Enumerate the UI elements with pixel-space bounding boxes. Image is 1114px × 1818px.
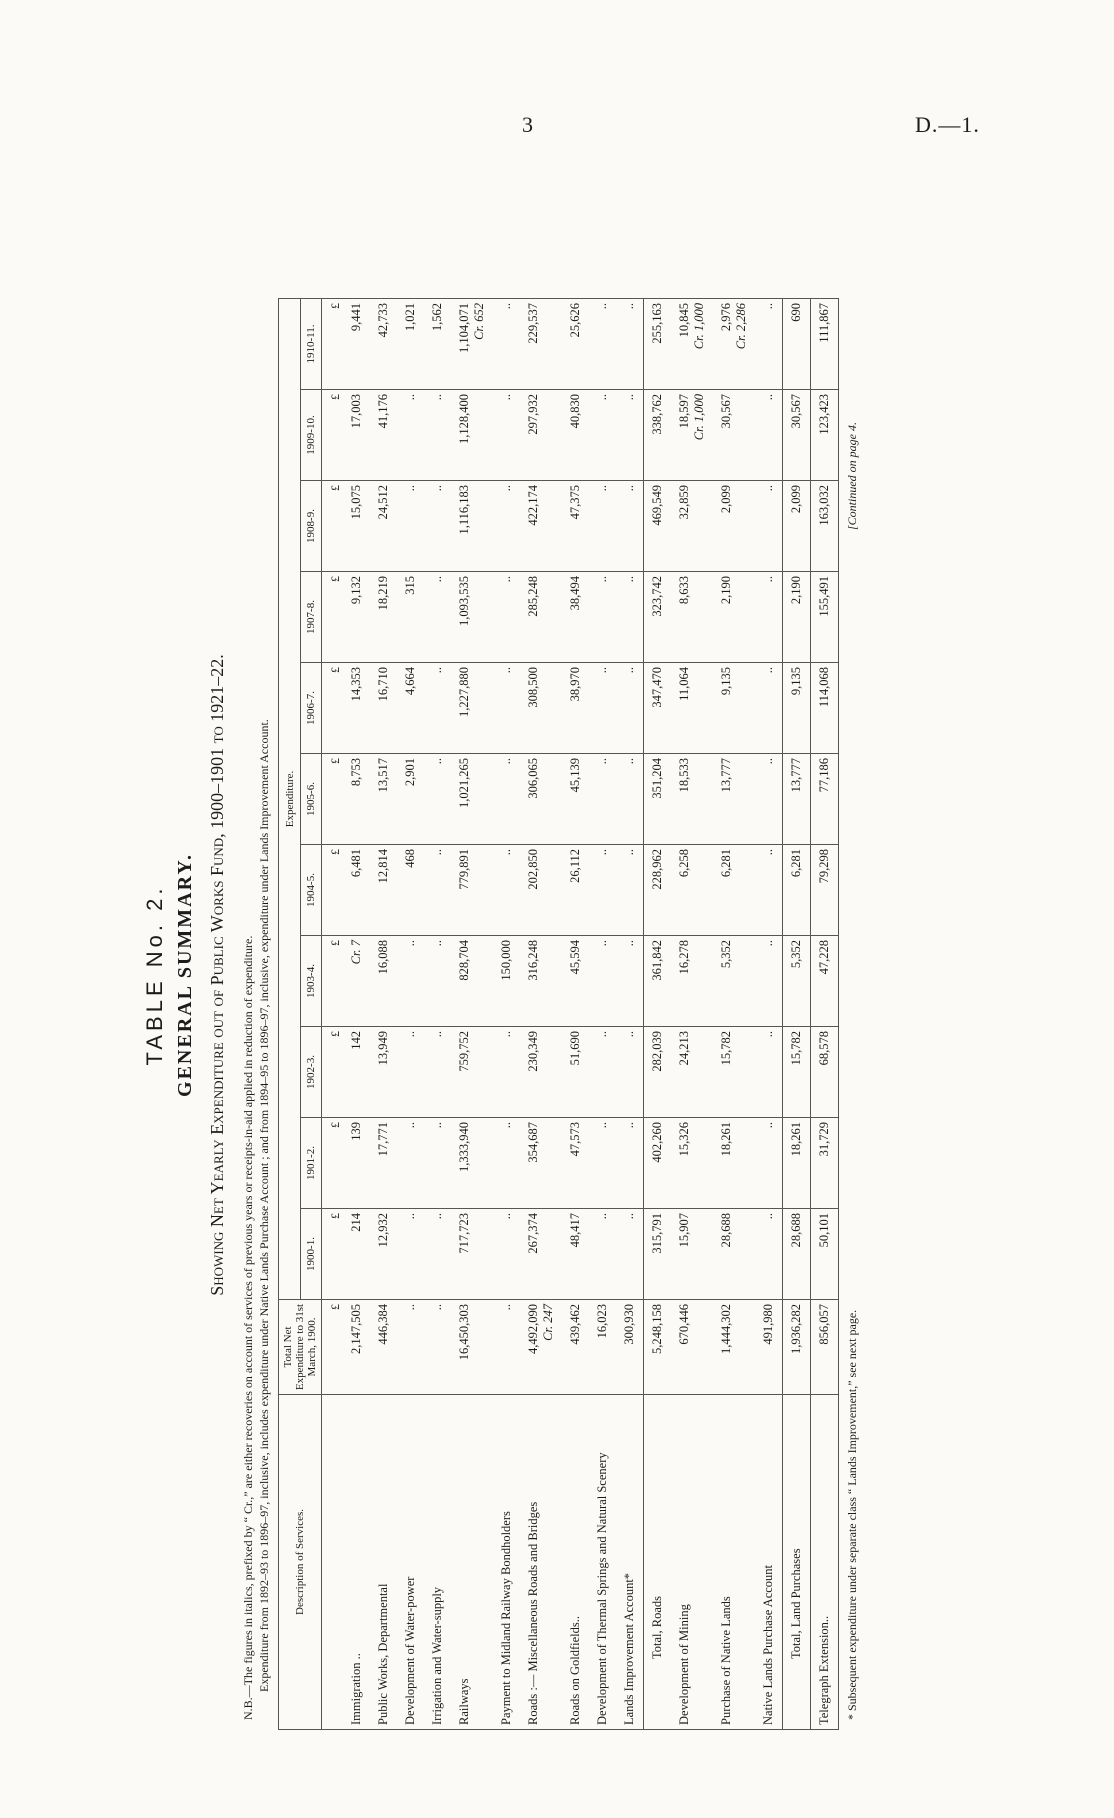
table-row bbox=[343, 299, 370, 1730]
value-cell: 15,782 bbox=[783, 1027, 811, 1118]
table-number: TABLE No. 2. bbox=[142, 884, 167, 1066]
value-cell: 13,949 bbox=[370, 1027, 397, 1118]
value-cell: .. bbox=[493, 481, 520, 572]
value-cell: 1,333,940 bbox=[451, 1118, 493, 1209]
value-cell: 1,128,400 bbox=[451, 390, 493, 481]
currency-symbol: £ bbox=[322, 1300, 344, 1395]
total-cell: 5,248,158 bbox=[644, 1300, 672, 1395]
currency-symbol: £ bbox=[322, 1209, 344, 1300]
total-cell: 856,057 bbox=[811, 1300, 839, 1395]
value-cell: 42,733 bbox=[370, 299, 397, 390]
value-cell: .. bbox=[397, 1209, 424, 1300]
value-cell: .. bbox=[493, 572, 520, 663]
value-cell: .. bbox=[493, 663, 520, 754]
expenditure-table bbox=[278, 298, 839, 1730]
row-label: Immigration .. bbox=[343, 1395, 370, 1730]
value-cell: .. bbox=[755, 1209, 783, 1300]
value-cell: 41,176 bbox=[370, 390, 397, 481]
value-cell: 24,213 bbox=[671, 1027, 713, 1118]
value-cell: 155,491 bbox=[811, 572, 839, 663]
value-cell: 6,258 bbox=[671, 845, 713, 936]
value-cell: 12,932 bbox=[370, 1209, 397, 1300]
currency-symbol: £ bbox=[322, 299, 344, 390]
value-cell: 12,814 bbox=[370, 845, 397, 936]
table-row bbox=[397, 299, 424, 1730]
value-cell: .. bbox=[589, 754, 616, 845]
value-cell: 68,578 bbox=[811, 1027, 839, 1118]
value-cell: 111,867 bbox=[811, 299, 839, 390]
value-cell: 6,281 bbox=[713, 845, 755, 936]
value-cell: 142 bbox=[343, 1027, 370, 1118]
value-cell: 18,261 bbox=[783, 1118, 811, 1209]
value-cell: 45,594 bbox=[562, 936, 589, 1027]
value-cell: 5,352 bbox=[713, 936, 755, 1027]
value-cell: 347,470 bbox=[644, 663, 672, 754]
value-cell: 77,186 bbox=[811, 754, 839, 845]
total-cell: 16,450,303 bbox=[451, 1300, 493, 1395]
value-cell: 2,190 bbox=[713, 572, 755, 663]
value-cell: 51,690 bbox=[562, 1027, 589, 1118]
total-cell: 1,936,282 bbox=[783, 1300, 811, 1395]
total-cell: 16,023 bbox=[589, 1300, 616, 1395]
value-cell: .. bbox=[755, 845, 783, 936]
total-cell: .. bbox=[424, 1300, 451, 1395]
currency-symbol: £ bbox=[322, 936, 344, 1027]
value-cell: .. bbox=[589, 936, 616, 1027]
table-row bbox=[671, 299, 713, 1730]
value-cell: 2,190 bbox=[783, 572, 811, 663]
value-cell: .. bbox=[616, 845, 644, 936]
value-cell: 38,970 bbox=[562, 663, 589, 754]
value-cell: 17,771 bbox=[370, 1118, 397, 1209]
value-cell: 10,845 Cr. 1,000 bbox=[671, 299, 713, 390]
value-cell: 779,891 bbox=[451, 845, 493, 936]
value-cell: 1,116,183 bbox=[451, 481, 493, 572]
value-cell: .. bbox=[493, 299, 520, 390]
value-cell: 1,227,880 bbox=[451, 663, 493, 754]
value-cell: 18,597 Cr. 1,000 bbox=[671, 390, 713, 481]
value-cell: 47,573 bbox=[562, 1118, 589, 1209]
table-row bbox=[520, 299, 562, 1730]
value-cell: 323,742 bbox=[644, 572, 672, 663]
value-cell: 315 bbox=[397, 572, 424, 663]
year-header: 1908-9. bbox=[300, 481, 322, 572]
row-label: Development of Water-power bbox=[397, 1395, 424, 1730]
year-header: 1902-3. bbox=[300, 1027, 322, 1118]
currency-symbol: £ bbox=[322, 1027, 344, 1118]
value-cell: 16,710 bbox=[370, 663, 397, 754]
value-cell: .. bbox=[424, 936, 451, 1027]
value-cell: .. bbox=[493, 845, 520, 936]
year-header: 1907-8. bbox=[300, 572, 322, 663]
value-cell: 40,830 bbox=[562, 390, 589, 481]
value-cell: 8,633 bbox=[671, 572, 713, 663]
value-cell: 150,000 bbox=[493, 936, 520, 1027]
value-cell: 14,353 bbox=[343, 663, 370, 754]
year-header: 1909-10. bbox=[300, 390, 322, 481]
value-cell: 354,687 bbox=[520, 1118, 562, 1209]
value-cell: .. bbox=[755, 572, 783, 663]
currency-spacer bbox=[322, 1395, 344, 1730]
value-cell: .. bbox=[616, 572, 644, 663]
value-cell: 214 bbox=[343, 1209, 370, 1300]
value-cell: 315,791 bbox=[644, 1209, 672, 1300]
value-cell: .. bbox=[755, 390, 783, 481]
value-cell: 1,093,535 bbox=[451, 572, 493, 663]
currency-symbol: £ bbox=[322, 390, 344, 481]
value-cell: .. bbox=[755, 663, 783, 754]
note-italics-credit: N.B.—The figures in italics, prefixed by “ Cr.,” are either recoveries on account of services of previous years or receipts-in-aid applied in reduction of expenditure. bbox=[241, 935, 255, 1720]
value-cell: .. bbox=[755, 299, 783, 390]
total-cell: 2,147,505 bbox=[343, 1300, 370, 1395]
value-cell: 31,729 bbox=[811, 1118, 839, 1209]
row-label: Native Lands Purchase Account bbox=[755, 1395, 783, 1730]
value-cell: 2,099 bbox=[783, 481, 811, 572]
value-cell: .. bbox=[493, 1209, 520, 1300]
notes-block bbox=[240, 170, 272, 1720]
currency-symbol: £ bbox=[322, 1118, 344, 1209]
currency-symbol: £ bbox=[322, 845, 344, 936]
value-cell: 15,326 bbox=[671, 1118, 713, 1209]
value-cell: .. bbox=[397, 481, 424, 572]
value-cell: .. bbox=[616, 1118, 644, 1209]
value-cell: .. bbox=[493, 1118, 520, 1209]
value-cell: .. bbox=[424, 1027, 451, 1118]
value-cell: .. bbox=[755, 1027, 783, 1118]
value-cell: 26,112 bbox=[562, 845, 589, 936]
total-cell: 670,446 bbox=[671, 1300, 713, 1395]
value-cell: 717,723 bbox=[451, 1209, 493, 1300]
value-cell: .. bbox=[424, 754, 451, 845]
value-cell: .. bbox=[589, 299, 616, 390]
expenditure-group-header: Expenditure. bbox=[279, 299, 301, 1300]
value-cell: .. bbox=[493, 390, 520, 481]
row-label: Development of Mining bbox=[671, 1395, 713, 1730]
value-cell: 316,248 bbox=[520, 936, 562, 1027]
value-cell: 351,204 bbox=[644, 754, 672, 845]
value-cell: .. bbox=[616, 754, 644, 845]
value-cell: 11,064 bbox=[671, 663, 713, 754]
table-row bbox=[755, 299, 783, 1730]
value-cell: .. bbox=[397, 1027, 424, 1118]
value-cell: 47,375 bbox=[562, 481, 589, 572]
value-cell: 9,132 bbox=[343, 572, 370, 663]
value-cell: 48,417 bbox=[562, 1209, 589, 1300]
value-cell: 267,374 bbox=[520, 1209, 562, 1300]
value-cell: Cr. 7 bbox=[343, 936, 370, 1027]
table-row bbox=[811, 299, 839, 1730]
value-cell: 13,777 bbox=[783, 754, 811, 845]
table-header-row bbox=[279, 299, 301, 1730]
value-cell: .. bbox=[589, 1027, 616, 1118]
total-cell: 1,444,302 bbox=[713, 1300, 755, 1395]
value-cell: 9,441 bbox=[343, 299, 370, 390]
row-label: Total, Roads bbox=[644, 1395, 672, 1730]
value-cell: 24,512 bbox=[370, 481, 397, 572]
table-title: GENERAL SUMMARY. bbox=[174, 853, 196, 1097]
value-cell: 139 bbox=[343, 1118, 370, 1209]
value-cell: .. bbox=[493, 754, 520, 845]
row-label: Irrigation and Water-supply bbox=[424, 1395, 451, 1730]
row-label: Telegraph Extension.. bbox=[811, 1395, 839, 1730]
table-row bbox=[589, 299, 616, 1730]
value-cell: .. bbox=[616, 663, 644, 754]
value-cell: .. bbox=[616, 390, 644, 481]
value-cell: 255,163 bbox=[644, 299, 672, 390]
table-body bbox=[322, 299, 839, 1730]
value-cell: 15,075 bbox=[343, 481, 370, 572]
rotated-page-content bbox=[140, 170, 950, 1780]
value-cell: 38,494 bbox=[562, 572, 589, 663]
value-cell: 2,099 bbox=[713, 481, 755, 572]
currency-row bbox=[322, 299, 344, 1730]
value-cell: 469,549 bbox=[644, 481, 672, 572]
value-cell: 228,962 bbox=[644, 845, 672, 936]
continued-note: [Continued on page 4. bbox=[845, 422, 860, 530]
value-cell: .. bbox=[397, 936, 424, 1027]
value-cell: .. bbox=[589, 481, 616, 572]
value-cell: 306,065 bbox=[520, 754, 562, 845]
value-cell: .. bbox=[589, 1118, 616, 1209]
value-cell: 1,021 bbox=[397, 299, 424, 390]
table-row bbox=[644, 299, 672, 1730]
table-row bbox=[713, 299, 755, 1730]
row-label: Lands Improvement Account* bbox=[616, 1395, 644, 1730]
value-cell: .. bbox=[424, 390, 451, 481]
value-cell: 18,533 bbox=[671, 754, 713, 845]
value-cell: 361,842 bbox=[644, 936, 672, 1027]
value-cell: .. bbox=[589, 390, 616, 481]
value-cell: .. bbox=[589, 845, 616, 936]
value-cell: 13,777 bbox=[713, 754, 755, 845]
table-row bbox=[424, 299, 451, 1730]
value-cell: 16,278 bbox=[671, 936, 713, 1027]
year-header: 1903-4. bbox=[300, 936, 322, 1027]
total-cell: .. bbox=[493, 1300, 520, 1395]
value-cell: 202,850 bbox=[520, 845, 562, 936]
value-cell: .. bbox=[424, 481, 451, 572]
currency-symbol: £ bbox=[322, 754, 344, 845]
value-cell: .. bbox=[755, 481, 783, 572]
row-label: Total, Land Purchases bbox=[783, 1395, 811, 1730]
value-cell: 28,688 bbox=[713, 1209, 755, 1300]
value-cell: 79,298 bbox=[811, 845, 839, 936]
value-cell: .. bbox=[493, 1027, 520, 1118]
year-header: 1906-7. bbox=[300, 663, 322, 754]
currency-symbol: £ bbox=[322, 663, 344, 754]
value-cell: 338,762 bbox=[644, 390, 672, 481]
table-row bbox=[616, 299, 644, 1730]
value-cell: 468 bbox=[397, 845, 424, 936]
total-header: Total Net Expenditure to 31st March, 1900. bbox=[279, 1300, 322, 1395]
year-header: 1905-6. bbox=[300, 754, 322, 845]
total-cell: 446,384 bbox=[370, 1300, 397, 1395]
value-cell: 18,261 bbox=[713, 1118, 755, 1209]
row-label: Payment to Midland Railway Bondholders bbox=[493, 1395, 520, 1730]
page-number: 3 bbox=[522, 112, 533, 137]
value-cell: 163,032 bbox=[811, 481, 839, 572]
footnote: * Subsequent expenditure under separate class “ Lands Improvement,” see next page. bbox=[845, 1309, 860, 1720]
value-cell: .. bbox=[755, 1118, 783, 1209]
row-label: Purchase of Native Lands bbox=[713, 1395, 755, 1730]
value-cell: 30,567 bbox=[713, 390, 755, 481]
value-cell: 9,135 bbox=[783, 663, 811, 754]
value-cell: 229,537 bbox=[520, 299, 562, 390]
currency-symbol: £ bbox=[322, 481, 344, 572]
value-cell: 18,219 bbox=[370, 572, 397, 663]
value-cell: 8,753 bbox=[343, 754, 370, 845]
currency-symbol: £ bbox=[322, 572, 344, 663]
value-cell: 285,248 bbox=[520, 572, 562, 663]
value-cell: 13,517 bbox=[370, 754, 397, 845]
value-cell: .. bbox=[424, 572, 451, 663]
value-cell: 6,281 bbox=[783, 845, 811, 936]
year-header: 1900-1. bbox=[300, 1209, 322, 1300]
row-label: Roads on Goldfields.. bbox=[562, 1395, 589, 1730]
value-cell: 6,481 bbox=[343, 845, 370, 936]
value-cell: 297,932 bbox=[520, 390, 562, 481]
value-cell: 15,782 bbox=[713, 1027, 755, 1118]
value-cell: 30,567 bbox=[783, 390, 811, 481]
value-cell: .. bbox=[424, 663, 451, 754]
value-cell: .. bbox=[424, 845, 451, 936]
value-cell: 2,976 Cr. 2,286 bbox=[713, 299, 755, 390]
table-row bbox=[562, 299, 589, 1730]
value-cell: 9,135 bbox=[713, 663, 755, 754]
value-cell: 230,349 bbox=[520, 1027, 562, 1118]
footer bbox=[845, 170, 869, 1780]
table-row bbox=[451, 299, 493, 1730]
value-cell: 50,101 bbox=[811, 1209, 839, 1300]
value-cell: 2,901 bbox=[397, 754, 424, 845]
row-label: Public Works, Departmental bbox=[370, 1395, 397, 1730]
value-cell: 15,907 bbox=[671, 1209, 713, 1300]
value-cell: .. bbox=[589, 572, 616, 663]
value-cell: .. bbox=[755, 754, 783, 845]
total-cell: 300,930 bbox=[616, 1300, 644, 1395]
value-cell: 114,068 bbox=[811, 663, 839, 754]
value-cell: 690 bbox=[783, 299, 811, 390]
value-cell: 4,664 bbox=[397, 663, 424, 754]
value-cell: 25,626 bbox=[562, 299, 589, 390]
table-row bbox=[493, 299, 520, 1730]
value-cell: 282,039 bbox=[644, 1027, 672, 1118]
value-cell: 308,500 bbox=[520, 663, 562, 754]
heading-block bbox=[142, 170, 228, 1780]
value-cell: .. bbox=[755, 936, 783, 1027]
value-cell: 828,704 bbox=[451, 936, 493, 1027]
value-cell: .. bbox=[616, 1027, 644, 1118]
value-cell: 123,423 bbox=[811, 390, 839, 481]
value-cell: 1,104,071 Cr. 652 bbox=[451, 299, 493, 390]
value-cell: .. bbox=[616, 299, 644, 390]
total-cell: .. bbox=[397, 1300, 424, 1395]
value-cell: .. bbox=[616, 481, 644, 572]
value-cell: 32,859 bbox=[671, 481, 713, 572]
value-cell: 47,228 bbox=[811, 936, 839, 1027]
value-cell: 28,688 bbox=[783, 1209, 811, 1300]
value-cell: .. bbox=[589, 663, 616, 754]
document-reference: D.—1. bbox=[915, 112, 980, 137]
value-cell: 45,139 bbox=[562, 754, 589, 845]
total-cell: 439,462 bbox=[562, 1300, 589, 1395]
row-label: Roads :— Miscellaneous Roads and Bridges bbox=[520, 1395, 562, 1730]
value-cell: 5,352 bbox=[783, 936, 811, 1027]
value-cell: .. bbox=[616, 1209, 644, 1300]
year-header: 1904-5. bbox=[300, 845, 322, 936]
value-cell: 16,088 bbox=[370, 936, 397, 1027]
value-cell: 1,562 bbox=[424, 299, 451, 390]
total-cell: 4,492,090 Cr. 247 bbox=[520, 1300, 562, 1395]
value-cell: 402,260 bbox=[644, 1118, 672, 1209]
value-cell: .. bbox=[424, 1209, 451, 1300]
value-cell: .. bbox=[424, 1118, 451, 1209]
value-cell: 1,021,265 bbox=[451, 754, 493, 845]
year-header: 1910-11. bbox=[300, 299, 322, 390]
row-label: Development of Thermal Springs and Natural Scenery bbox=[589, 1395, 616, 1730]
table-row bbox=[783, 299, 811, 1730]
value-cell: 759,752 bbox=[451, 1027, 493, 1118]
value-cell: .. bbox=[397, 1118, 424, 1209]
note-expenditure-scope: Expenditure from 1892–93 to 1896–97, inclusive, includes expenditure under Native Lands Purchase Account ; and from 1894–95 to 1896–97, inclusive, expenditure under Lands Improvement Account. bbox=[257, 719, 272, 1692]
row-label: Railways bbox=[451, 1395, 493, 1730]
description-header: Description of Services. bbox=[279, 1395, 322, 1730]
table-row bbox=[370, 299, 397, 1730]
value-cell: .. bbox=[589, 1209, 616, 1300]
value-cell: .. bbox=[616, 936, 644, 1027]
total-cell: 491,980 bbox=[755, 1300, 783, 1395]
table-subtitle: Showing Net Yearly Expenditure out of Public Works Fund, 1900–1901 to 1921–22. bbox=[207, 654, 227, 1296]
value-cell: 422,174 bbox=[520, 481, 562, 572]
value-cell: 17,003 bbox=[343, 390, 370, 481]
year-header: 1901-2. bbox=[300, 1118, 322, 1209]
value-cell: .. bbox=[397, 390, 424, 481]
